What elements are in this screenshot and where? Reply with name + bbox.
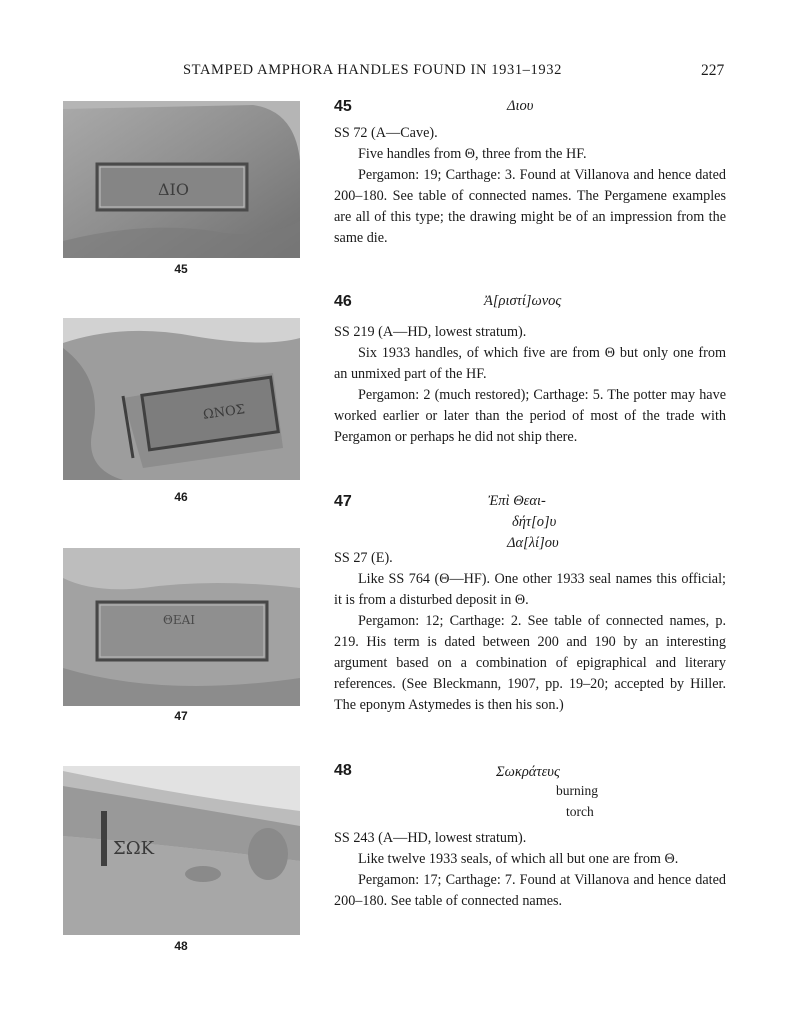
inscription-line: Διου — [507, 98, 534, 114]
running-header — [0, 62, 792, 84]
figure-48-photo — [63, 766, 300, 935]
figure-45-photo — [63, 101, 300, 258]
entry-number: 47 — [334, 493, 352, 510]
running-title: STAMPED AMPHORA HANDLES FOUND IN 1931–1932 — [183, 62, 562, 78]
entry-paragraph: Five handles from Θ, three from the HF. — [358, 146, 587, 162]
device-label: burning — [556, 783, 598, 798]
entry-paragraph: Pergamon: 12; Carthage: 2. See table of connected names, p. 219. His term is dated between 200 and 190 by an interesting argument based on a combination of epigraphical and literary references. (See Bleckmann, 1907, pp. 19–20; accepted by Hiller. The eponym Astymedes is then his son.) — [334, 613, 726, 713]
handle-photo-45 — [63, 101, 300, 258]
device-label: torch — [566, 804, 594, 819]
catalogue-reference: SS 72 (A—Cave). — [334, 125, 438, 141]
figure-caption-48: 48 — [174, 939, 188, 953]
inscription-line: Δα[λί]ου — [507, 535, 559, 551]
figure-caption-46: 46 — [174, 490, 188, 504]
figure-46-photo — [63, 318, 300, 480]
figure-caption-45: 45 — [174, 262, 188, 276]
entry-paragraph: Pergamon: 17; Carthage: 7. Found at Villanova and hence dated 200–180. See table of connected names. — [334, 872, 726, 909]
inscription-line: Σωκράτευς — [496, 764, 560, 780]
handle-photo-47 — [63, 548, 300, 706]
figure-caption-47: 47 — [174, 709, 188, 723]
inscription-line: Ἀ[ριστί]ωνος — [484, 293, 562, 309]
entry-paragraph: Like twelve 1933 seals, of which all but one are from Θ. — [358, 851, 679, 867]
entry-paragraph: Six 1933 handles, of which five are from Θ but only one from an unmixed part of the HF. — [334, 345, 726, 382]
entry-number: 46 — [334, 293, 352, 310]
entry-number: 48 — [334, 762, 352, 779]
handle-photo-46 — [63, 318, 300, 480]
stamp-text-46: ΩΝΟΣ — [202, 402, 246, 423]
entry-number: 45 — [334, 98, 352, 115]
page-number: 227 — [701, 62, 725, 79]
stamp-text-47: ΘΕΑΙ — [163, 613, 196, 627]
inscription-line: Ἐπὶ Θεαι- — [488, 493, 546, 509]
entry-paragraph: Pergamon: 2 (much restored); Carthage: 5. The potter may have worked earlier or later than the period of most of the trade with Pergamon or perhaps he did not ship there. — [334, 387, 726, 445]
stamp-text-45: ΔΙΟ — [158, 180, 189, 199]
figure-47-photo — [63, 548, 300, 706]
catalogue-reference: SS 243 (A—HD, lowest stratum). — [334, 830, 527, 846]
catalogue-reference: SS 219 (A—HD, lowest stratum). — [334, 324, 527, 340]
entry-paragraph: Pergamon: 19; Carthage: 3. Found at Villanova and hence dated 200–180. See table of connected names. The Pergamene examples are all of this type; the drawing might be of an impression from the same die. — [334, 167, 726, 246]
catalogue-reference: SS 27 (E). — [334, 550, 393, 566]
handle-photo-48 — [63, 766, 300, 935]
entry-paragraph: Like SS 764 (Θ—HF). One other 1933 seal names this official; it is from a disturbed deposit in Θ. — [334, 571, 726, 608]
stamp-text-48: ΣΩΚ — [113, 838, 155, 859]
inscription-line: δήτ[ο]υ — [512, 514, 557, 530]
